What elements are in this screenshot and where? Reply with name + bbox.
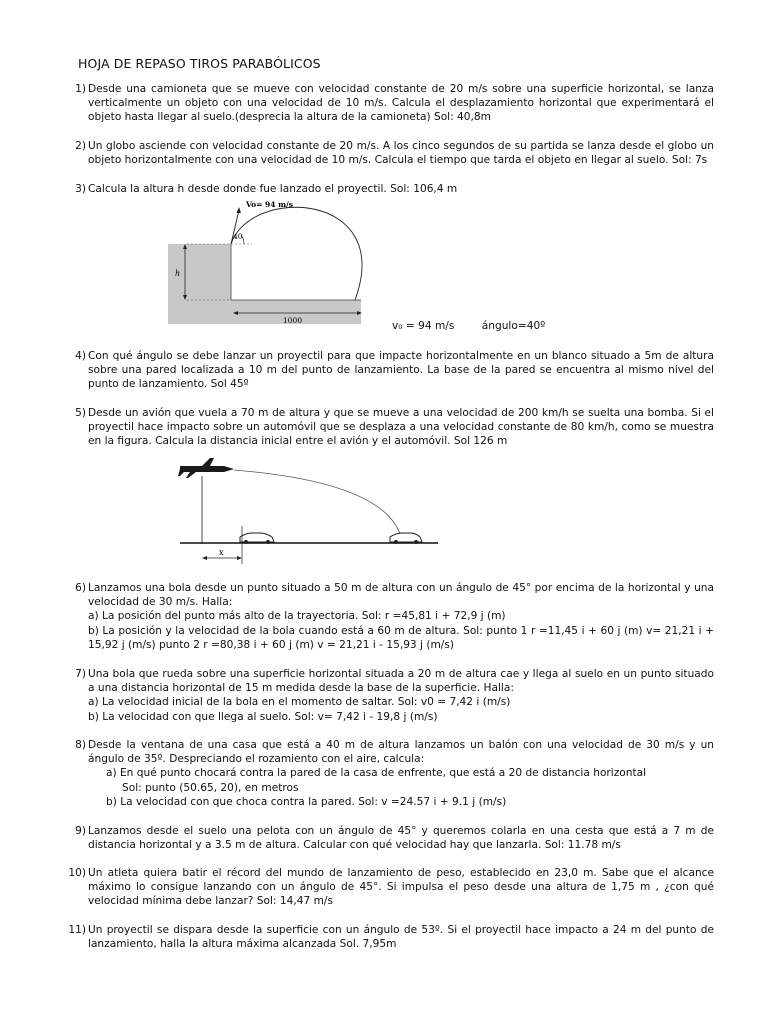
bomb-trajectory xyxy=(234,470,400,534)
problem-2 xyxy=(58,139,714,167)
problem-part-a-solution: Sol: punto (50.65, 20), en metros xyxy=(122,781,299,794)
problem-text: Lanzamos desde el suelo una pelota con un ángulo de 45° y queremos colarla en una cesta que está a 7 m de distancia horizontal y a 3.5 m de altura. Calcular con qué velocidad hay que lanzarla. Sol: 11.78 m/s xyxy=(88,825,714,852)
problem-11 xyxy=(58,923,714,951)
v0-label: Vo= 94 m/s xyxy=(246,200,293,209)
problem-number: 3) xyxy=(75,183,86,195)
problem-6 xyxy=(58,581,714,652)
problem-8 xyxy=(58,738,714,809)
problem-text: Un proyectil se dispara desde la superficie con un ángulo de 53º. Si el proyectil hace impacto a 24 m del punto de lanzamiento, halla la altura máxima alcanzada Sol. 7,95m xyxy=(88,924,714,951)
problem-number: 8) xyxy=(75,739,86,751)
caption-angle: ángulo=40º xyxy=(481,320,546,332)
problem-part-a: a) La velocidad inicial de la bola en el momento de saltar. Sol: v0 = 7,42 i (m/s) xyxy=(88,696,511,709)
plane-car-diagram xyxy=(176,456,442,568)
problem-text: Una bola que rueda sobre una superficie horizontal situada a 20 m de altura cae y llega al suelo en un punto situado a una distancia horizontal de 15 m medida desde la base de la superficie. Halla: xyxy=(88,668,714,695)
problem-number: 2) xyxy=(75,140,86,152)
problem-9 xyxy=(58,824,714,852)
problem-5 xyxy=(58,406,714,449)
figure-plane-car xyxy=(176,456,442,568)
problem-number: 7) xyxy=(75,668,86,680)
problem-text: Desde la ventana de una casa que está a 40 m de altura lanzamos un balón con una velocidad de 30 m/s y un ángulo de 35º. Despreciando el rozamiento con el aire, calcula: xyxy=(88,739,714,766)
problem-number: 11) xyxy=(68,924,86,936)
problem-part-b: b) La velocidad con que choca contra la pared. Sol: v =24.57 i + 9.1 j (m/s) xyxy=(106,795,507,808)
page-title: HOJA DE REPASO TIROS PARABÓLICOS xyxy=(78,56,321,71)
trajectory-curve xyxy=(231,207,362,300)
problem-number: 9) xyxy=(75,825,86,837)
h-label: h xyxy=(175,269,181,278)
problem-text: Un atleta quiera batir el récord del mundo de lanzamiento de peso, establecido en 23,0 m. Sabe que el alcance máximo lo consigue lanzando con un ángulo de 45°. Si impulsa el peso desde una altura de 1,75 m , ¿con qué velocidad mínima debe lanzar? Sol: 14,47 m/s xyxy=(88,867,714,908)
cliff-diagram xyxy=(160,196,370,328)
problem-number: 5) xyxy=(75,407,86,419)
problem-text: Calcula la altura h desde donde fue lanzado el proyectil. Sol: 106,4 m xyxy=(88,183,458,195)
problem-text: Un globo asciende con velocidad constante de 20 m/s. A los cinco segundos de su partida se lanza desde el globo un objeto horizontalmente con una velocidad de 10 m/s. Calcula el tiempo que tarda el objeto en llegar al suelo. Sol: 7s xyxy=(88,140,714,167)
problem-part-a: a) En qué punto chocará contra la pared de la casa de enfrente, que está a 20 de distancia horizontal xyxy=(106,767,647,780)
problem-7 xyxy=(58,667,714,724)
problem-number: 4) xyxy=(75,350,86,362)
problem-10 xyxy=(58,866,714,909)
distance-label: 1000 xyxy=(283,316,303,325)
cliff-block xyxy=(168,244,231,324)
caption-v0: v₀ = 94 m/s xyxy=(392,320,455,332)
figure3-caption xyxy=(392,320,545,332)
problem-number: 10) xyxy=(68,867,86,879)
problem-1 xyxy=(58,82,714,125)
car-icon xyxy=(240,533,274,544)
problem-text: Desde un avión que vuela a 70 m de altura y que se mueve a una velocidad de 200 km/h se suelta una bomba. Si el proyectil hace impacto sobre un automóvil que se desplaza a una velocidad constante de 80 km/h, como se muestra en la figura. Calcula la distancia inicial entre el avión y el automóvil. Sol 126 m xyxy=(88,407,714,448)
airplane-icon xyxy=(178,458,234,478)
figure-cliff-projectile xyxy=(160,196,370,328)
problem-text: Con qué ángulo se debe lanzar un proyectil para que impacte horizontalmente en un blanco situado a 5m de altura sobre una pared localizada a 10 m del punto de lanzamiento. La base de la pared se encuentra al mismo nivel del punto de lanzamiento. Sol 45º xyxy=(88,350,714,391)
x-label: x xyxy=(219,548,224,557)
problem-4 xyxy=(58,349,714,392)
problem-number: 6) xyxy=(75,582,86,594)
problem-3 xyxy=(58,182,714,196)
car-target-icon xyxy=(390,533,422,544)
problem-part-b: b) La posición y la velocidad de la bola cuando está a 60 m de altura. Sol: punto 1 r =11,45 i + 60 j (m) v= 21,21 i + 15,92 j (m/s) punto 2 r =80,38 i + 60 j (m) v = 21,21 i - 15,93 j (m/s) xyxy=(88,624,714,651)
problem-text: Desde una camioneta que se mueve con velocidad constante de 20 m/s sobre una superficie horizontal, se lanza verticalmente un objeto con una velocidad de 10 m/s. Calcula el desplazamiento horizontal que experimentará el objeto hasta llegar al suelo.(desprecia la altura de la camioneta) Sol: 40,8m xyxy=(88,83,714,124)
problem-text: Lanzamos una bola desde un punto situado a 50 m de altura con un ángulo de 45° por encima de la horizontal y una velocidad de 30 m/s. Halla: xyxy=(88,582,714,609)
problem-part-b: b) La velocidad con que llega al suelo. Sol: v= 7,42 i - 19,8 j (m/s) xyxy=(88,710,438,723)
problem-number: 1) xyxy=(75,83,86,95)
velocity-arrowhead xyxy=(237,207,242,213)
problem-part-a: a) La posición del punto más alto de la trayectoria. Sol: r =45,81 i + 72,9 j (m) xyxy=(88,610,506,623)
angle-label: 40 xyxy=(233,232,243,241)
